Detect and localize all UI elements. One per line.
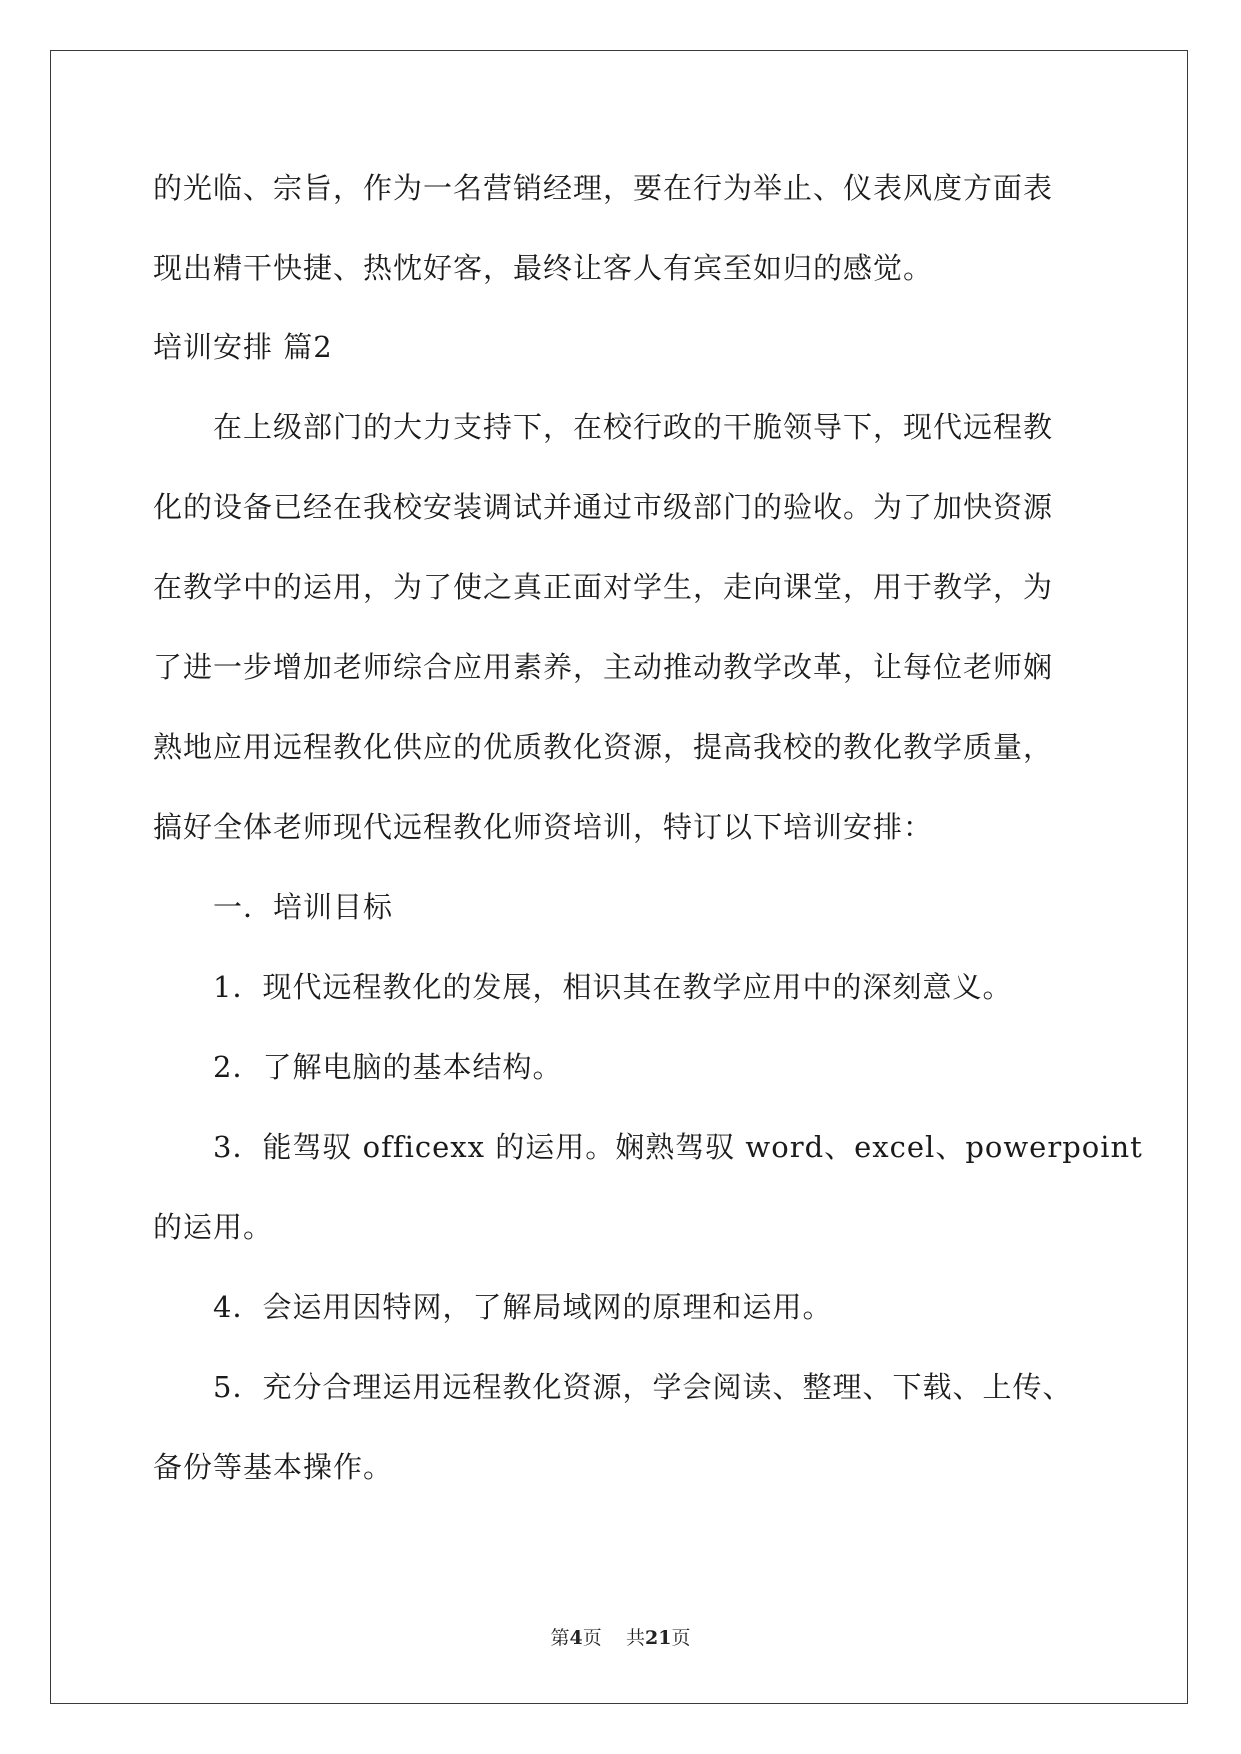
paragraph-line-4: 化的设备已经在我校安装调试并通过市级部门的验收。为了加快资源	[153, 490, 1054, 524]
subheading-goals: 一．培训目标	[213, 890, 394, 924]
paragraph-line-2: 现出精干快捷、热忱好客，最终让客人有宾至如归的感觉。	[153, 251, 934, 285]
list-item-3-continued: 的运用。	[153, 1210, 274, 1244]
list-item-4: 4．会运用因特网，了解局域网的原理和运用。	[213, 1290, 833, 1324]
footer-total-suffix: 页	[671, 1627, 691, 1649]
paragraph-line-8: 搞好全体老师现代远程教化师资培训，特订以下培训安排：	[153, 810, 934, 844]
list-item-5-continued: 备份等基本操作。	[153, 1450, 394, 1484]
list-item-3: 3．能驾驭 officexx 的运用。娴熟驾驭 word、excel、powerpoint	[213, 1130, 1143, 1164]
footer-total-pages: 21	[644, 1627, 672, 1649]
paragraph-line-6: 了进一步增加老师综合应用素养，主动推动教学改革，让每位老师娴	[153, 650, 1054, 684]
footer-prefix: 第	[550, 1627, 570, 1649]
paragraph-line-5: 在教学中的运用，为了使之真正面对学生，走向课堂，用于教学，为	[153, 570, 1054, 604]
page-footer	[0, 1626, 1241, 1650]
list-item-1: 1．现代远程教化的发展，相识其在教学应用中的深刻意义。	[213, 970, 1013, 1004]
footer-page-suffix: 页	[582, 1627, 602, 1649]
list-item-5: 5．充分合理运用远程教化资源，学会阅读、整理、下载、上传、	[213, 1370, 1073, 1404]
footer-total-prefix: 共	[625, 1627, 645, 1649]
list-item-2: 2．了解电脑的基本结构。	[213, 1050, 563, 1084]
paragraph-line-7: 熟地应用远程教化供应的优质教化资源，提高我校的教化教学质量，	[153, 730, 1054, 764]
footer-page-number: 4	[569, 1627, 583, 1649]
paragraph-line-3: 在上级部门的大力支持下，在校行政的干脆领导下，现代远程教	[213, 410, 1054, 444]
section-heading: 培训安排 篇2	[153, 330, 333, 364]
paragraph-line-1: 的光临、宗旨，作为一名营销经理，要在行为举止、仪表风度方面表	[153, 171, 1054, 205]
